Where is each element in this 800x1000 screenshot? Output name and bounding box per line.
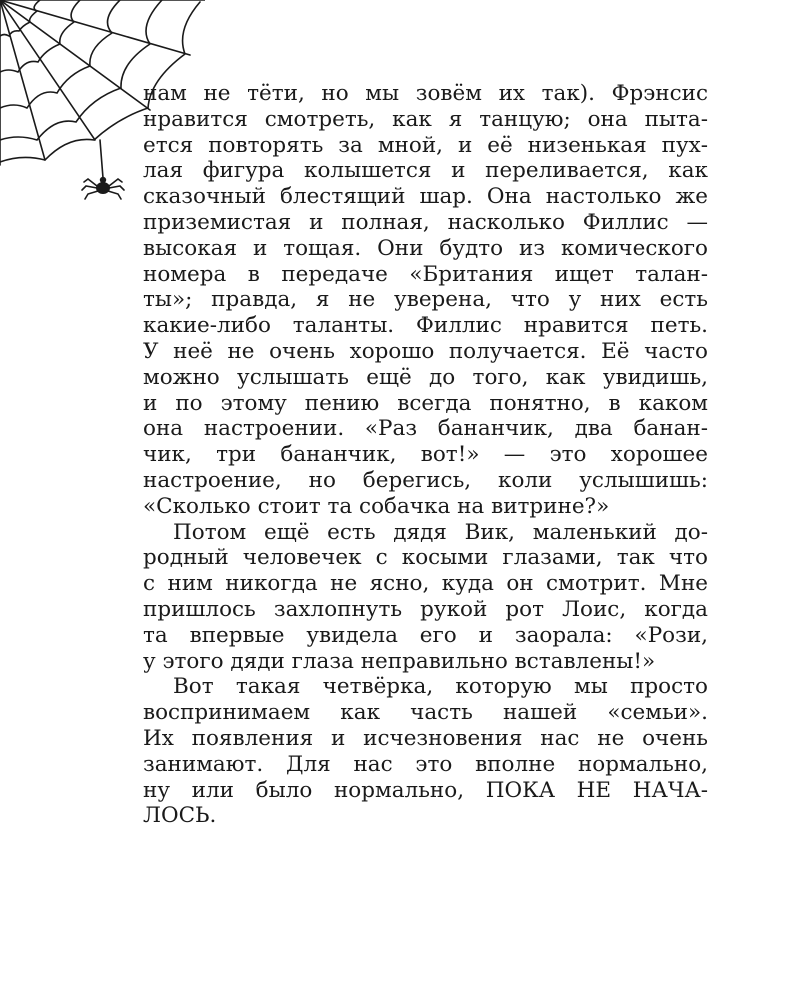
text-line: и по этому пению всегда понятно, в каком [143, 390, 708, 416]
text-line: занимают. Для нас это вполне нормально, [143, 751, 708, 777]
text-line: пришлось захлопнуть рукой рот Лоис, когда [143, 596, 708, 622]
text-line: лая фигура колышется и переливается, как [143, 158, 708, 184]
text-line: ЛОСЬ. [143, 803, 217, 829]
text-line: та впервые увидела его и заорала: «Рози, [143, 622, 708, 648]
paragraph-2 [143, 520, 708, 675]
text-line: высокая и тощая. Они будто из комического [143, 235, 708, 261]
text-line: с ним никогда не ясно, куда он смотрит. Мне [143, 571, 708, 597]
paragraph-1 [143, 81, 708, 520]
body-text [143, 81, 708, 829]
text-line: настроение, но берегись, коли услышишь: [143, 467, 708, 493]
text-line: она настроении. «Раз бананчик, два банан- [143, 416, 708, 442]
text-line: Вот такая четвёрка, которую мы просто [173, 674, 708, 700]
text-line: Потом ещё есть дядя Вик, маленький до- [173, 519, 708, 545]
text-line: у этого дяди глаза неправильно вставлены!» [143, 648, 656, 674]
text-line: чик, три бананчик, вот!» — это хорошее [143, 442, 708, 468]
text-line: ется повторять за мной, и её низенькая пух- [143, 132, 708, 158]
text-line: Их появления и исчезновения нас не очень [143, 725, 708, 751]
text-line: какие-либо таланты. Филлис нравится петь. [143, 313, 708, 339]
text-line: У неё не очень хорошо получается. Её часто [143, 338, 708, 364]
text-line: родный человечек с косыми глазами, так что [143, 545, 708, 571]
paragraph-3 [143, 674, 708, 829]
text-line: сказочный блестящий шар. Она настолько же [143, 184, 708, 210]
text-line: воспринимаем как часть нашей «семьи». [143, 700, 708, 726]
text-line: «Сколько стоит та собачка на витрине?» [143, 493, 610, 519]
text-line: приземистая и полная, насколько Филлис — [143, 209, 708, 235]
text-line: можно услышать ещё до того, как увидишь, [143, 364, 708, 390]
text-line: ты»; правда, я не уверена, что у них есть [143, 287, 708, 313]
text-line: ну или было нормально, ПОКА НЕ НАЧА- [143, 777, 708, 803]
text-line: нравится смотреть, как я танцую; она пыта- [143, 106, 708, 132]
text-line: номера в передаче «Британия ищет талан- [143, 261, 708, 287]
text-line: нам не тёти, но мы зовём их так). Фрэнсис [143, 81, 708, 106]
